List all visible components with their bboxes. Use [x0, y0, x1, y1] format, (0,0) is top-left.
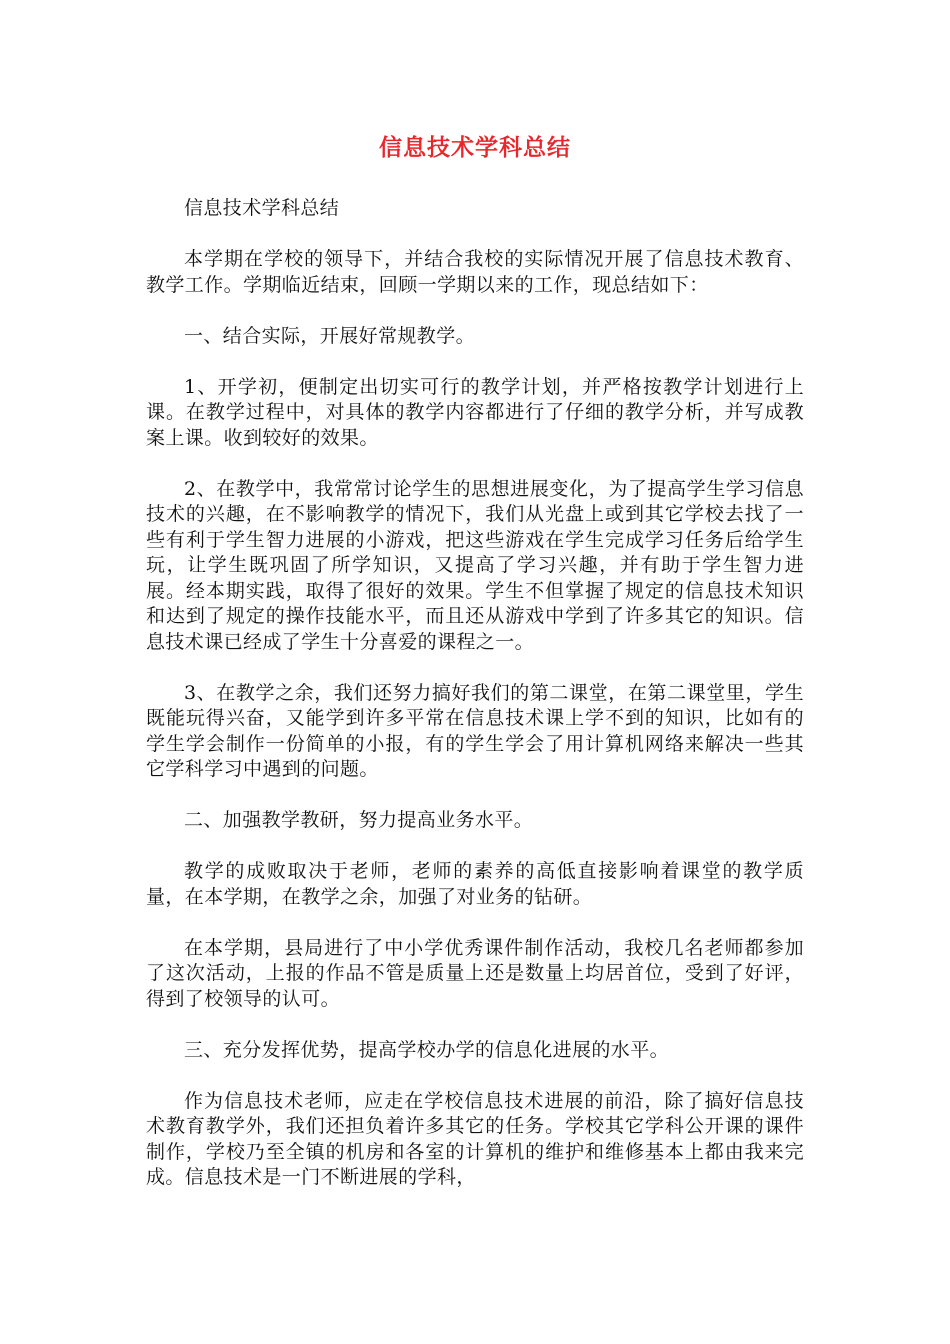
paragraph-1-3: 3、在教学之余，我们还努力搞好我们的第二课堂，在第二课堂里，学生既能玩得兴奋，又能学到许多平常在信息技术课上学不到的知识，比如有的学生学会制作一份简单的小报，有的学生学会了用计算机网络来解决一些其它学科学习中遇到的问题。 [146, 681, 804, 780]
paragraph-subtitle: 信息技术学科总结 [184, 197, 340, 219]
section-heading-2: 二、加强教学教研，努力提高业务水平。 [184, 809, 534, 831]
document-title: 信息技术学科总结 [379, 135, 571, 161]
paragraph-1-1: 1、开学初，便制定出切实可行的教学计划，并严格按教学计划进行上课。在教学过程中，对具体的教学内容都进行了仔细的教学分析，并写成教案上课。收到较好的效果。 [146, 375, 804, 449]
section-heading-1: 一、结合实际，开展好常规教学。 [184, 324, 476, 347]
paragraph-3-1: 作为信息技术老师，应走在学校信息技术进展的前沿，除了搞好信息技术教育教学外，我们还担负着许多其它的任务。学校其它学科公开课的课件制作，学校乃至全镇的机房和各室的计算机的维护和维修基本上都由我来完成。信息技术是一门不断进展的学科， [146, 1089, 804, 1188]
paragraph-1-2: 2、在教学中，我常常讨论学生的思想进展变化，为了提高学生学习信息技术的兴趣，在不影响教学的情况下，我们从光盘上或到其它学校去找了一些有利于学生智力进展的小游戏，把这些游戏在学生完成学习任务后给学生玩，让学生既巩固了所学知识，又提高了学习兴趣，并有助于学生智力进展。经本期实践，取得了很好的效果。学生不但掌握了规定的信息技术知识和达到了规定的操作技能水平，而且还从游戏中学到了许多其它的知识。信息技术课已经成了学生十分喜爱的课程之一。 [146, 477, 804, 653]
paragraph-intro: 本学期在学校的领导下，并结合我校的实际情况开展了信息技术教育、教学工作。学期临近结束，回顾一学期以来的工作，现总结如下： [146, 248, 804, 296]
paragraph-2-1: 教学的成败取决于老师，老师的素养的高低直接影响着课堂的教学质量，在本学期，在教学之余，加强了对业务的钻研。 [146, 860, 804, 908]
document-body [146, 196, 804, 1216]
section-heading-3: 三、充分发挥优势，提高学校办学的信息化进展的水平。 [184, 1038, 670, 1061]
paragraph-2-2: 在本学期，县局进行了中小学优秀课件制作活动，我校几名老师都参加了这次活动，上报的作品不管是质量上还是数量上均居首位，受到了好评，得到了校领导的认可。 [146, 936, 804, 1010]
